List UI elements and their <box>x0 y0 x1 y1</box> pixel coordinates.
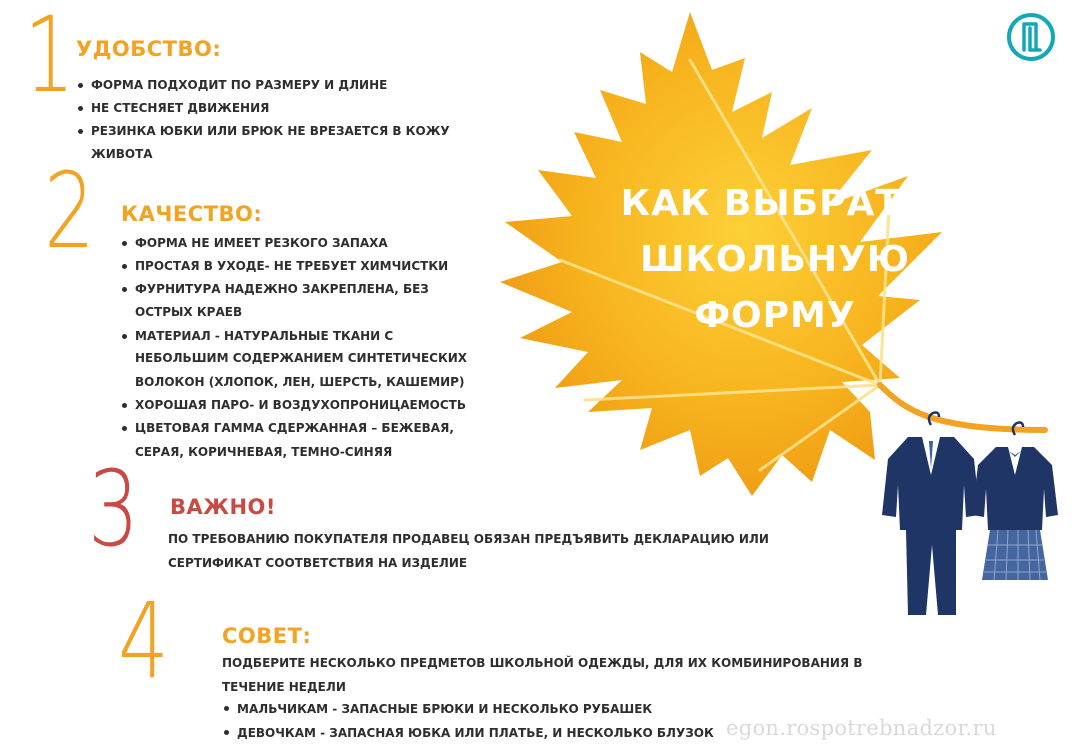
list-item: ФОРМА ПОДХОДИТ ПО РАЗМЕРУ И ДЛИНЕ <box>76 74 496 97</box>
list-item: РЕЗИНКА ЮБКИ ИЛИ БРЮК НЕ ВРЕЗАЕТСЯ В КОЖУ <box>76 120 496 143</box>
section-2-number: 2 <box>44 150 95 272</box>
section-4-line: ТЕЧЕНИЕ НЕДЕЛИ <box>222 680 346 694</box>
section-2-continuation: ОСТРЫХ КРАЕВ <box>135 305 243 319</box>
title-line: ФОРМУ <box>694 295 856 336</box>
section-4-heading: СОВЕТ: <box>222 624 312 648</box>
section-1-list <box>76 74 496 143</box>
list-item: ПРОСТАЯ В УХОДЕ- НЕ ТРЕБУЕТ ХИМЧИСТКИ <box>120 255 500 278</box>
section-2-continuation: СЕРАЯ, КОРИЧНЕВАЯ, ТЕМНО-СИНЯЯ <box>135 445 393 459</box>
section-1-number: 1 <box>24 0 75 116</box>
title-line: ШКОЛЬНУЮ <box>640 239 910 280</box>
school-uniforms-illustration <box>868 405 1068 625</box>
section-2-continuation: НЕБОЛЬШИМ СОДЕРЖАНИЕМ СИНТЕТИЧЕСКИХ <box>135 351 468 365</box>
section-3-line: СЕРТИФИКАТ СООТВЕТСТВИЯ НА ИЗДЕЛИЕ <box>168 556 468 570</box>
section-2-list-b <box>120 325 500 348</box>
rospotrebnadzor-logo-icon <box>1006 12 1056 62</box>
page-title <box>590 176 960 344</box>
section-3-line: ПО ТРЕБОВАНИЮ ПОКУПАТЕЛЯ ПРОДАВЕЦ ОБЯЗАН ПРЕДЪЯВИТЬ ДЕКЛАРАЦИЮ ИЛИ <box>168 532 769 546</box>
section-1-continuation: ЖИВОТА <box>91 147 153 161</box>
section-1-heading: УДОБСТВО: <box>76 37 222 61</box>
section-4-list <box>222 697 782 745</box>
section-3-heading: ВАЖНО! <box>170 495 276 519</box>
list-item: ХОРОШАЯ ПАРО- И ВОЗДУХОПРОНИЦАЕМОСТЬ <box>120 394 500 417</box>
watermark: egon.rospotrebnadzor.ru <box>726 716 997 740</box>
section-4-number: 4 <box>118 580 169 702</box>
section-4-line: ПОДБЕРИТЕ НЕСКОЛЬКО ПРЕДМЕТОВ ШКОЛЬНОЙ ОДЕЖДЫ, ДЛЯ ИХ КОМБИНИРОВАНИЯ В <box>222 656 863 670</box>
section-2-list-c <box>120 394 500 440</box>
list-item: ФУРНИТУРА НАДЕЖНО ЗАКРЕПЛЕНА, БЕЗ <box>120 278 500 301</box>
list-item: НЕ СТЕСНЯЕТ ДВИЖЕНИЯ <box>76 97 496 120</box>
section-3-number: 3 <box>88 448 139 570</box>
list-item: ФОРМА НЕ ИМЕЕТ РЕЗКОГО ЗАПАХА <box>120 232 500 255</box>
section-2-continuation: ВОЛОКОН (ХЛОПОК, ЛЕН, ШЕРСТЬ, КАШЕМИР) <box>135 375 465 389</box>
title-line: КАК ВЫБРАТЬ <box>620 183 930 224</box>
list-item: ДЕВОЧКАМ - ЗАПАСНАЯ ЮБКА ИЛИ ПЛАТЬЕ, И НЕСКОЛЬКО БЛУЗОК <box>222 721 782 745</box>
section-2-heading: КАЧЕСТВО: <box>121 202 263 226</box>
section-2-list <box>120 232 500 301</box>
list-item: МАЛЬЧИКАМ - ЗАПАСНЫЕ БРЮКИ И НЕСКОЛЬКО РУБАШЕК <box>222 697 782 721</box>
list-item: МАТЕРИАЛ - НАТУРАЛЬНЫЕ ТКАНИ С <box>120 325 500 348</box>
list-item: ЦВЕТОВАЯ ГАММА СДЕРЖАННАЯ – БЕЖЕВАЯ, <box>120 417 500 440</box>
